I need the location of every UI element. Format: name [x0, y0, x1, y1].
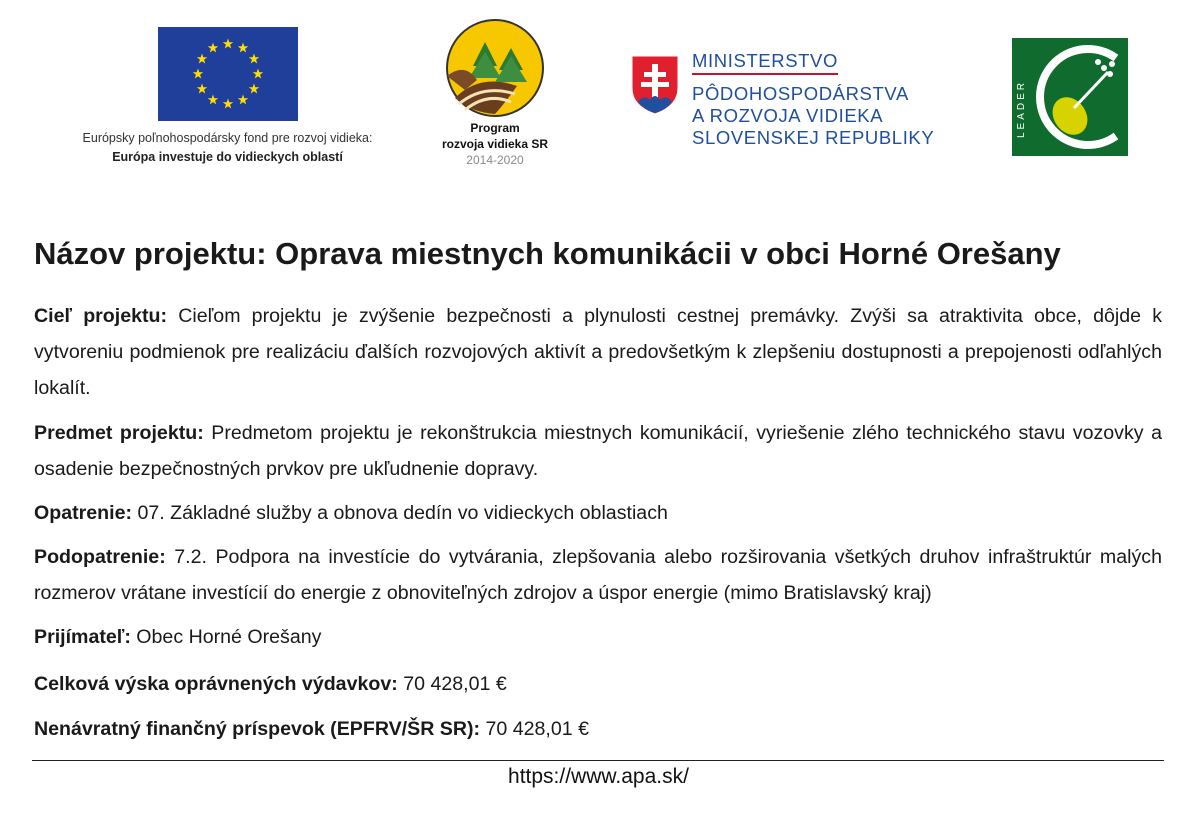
field-opatrenie-value: 07. Základné služby a obnova dedín vo vidieckych oblastiach [132, 502, 668, 524]
field-podopatrenie [34, 539, 1162, 611]
field-ciel [34, 298, 1162, 406]
field-nenavratny-label: Nenávratný finančný príspevok (EPFRV/ŠR SR): [34, 718, 481, 740]
project-title: Názov projektu: Oprava miestnych komunikácii v obci Horné Orešany [34, 236, 1061, 271]
ministry-logo [630, 50, 960, 160]
ministry-line4: SLOVENSKEJ REPUBLIKY [692, 127, 935, 148]
field-prijimatel-label: Prijímateľ: [34, 626, 131, 648]
svg-text:LEADER: LEADER [1016, 79, 1027, 138]
prv-subtitle: rozvoja vidieka SR [441, 137, 549, 151]
field-podopatrenie-label: Podopatrenie: [34, 546, 166, 568]
eu-star-icon [238, 43, 248, 53]
eu-star-icon [208, 43, 218, 53]
slovak-coat-of-arms-icon [630, 54, 680, 116]
prv-logo [425, 18, 575, 178]
eu-star-icon [253, 69, 263, 79]
eu-star-icon [197, 84, 207, 94]
eu-star-icon [223, 99, 233, 109]
prv-emblem-icon [425, 18, 565, 118]
ministry-line1: MINISTERSTVO [692, 50, 838, 75]
eu-star-icon [249, 54, 259, 64]
ministry-name [692, 50, 962, 149]
eu-star-icon [193, 69, 203, 79]
ministry-line3: A ROZVOJA VIDIEKA [692, 105, 884, 126]
footer-url[interactable]: https://www.apa.sk/ [508, 765, 689, 788]
field-prijimatel [34, 619, 1162, 655]
eu-caption-line1: Európsky poľnohospodársky fond pre rozvoj vidieka: [82, 131, 373, 145]
footer-divider [32, 760, 1164, 761]
field-ciel-value: Cieľom projektu je zvýšenie bezpečnosti a plynulosti cestnej premávky. Zvýši sa atraktivita obce, dôjde k vytvoreniu podmienok pre realizáciu ďalších rozvojových aktivít a predovšetkým k zlepšeniu dostupnosti a prepojenosti odľahlých lokalít. [34, 305, 1162, 399]
field-podopatrenie-value: 7.2. Podpora na investície do vytvárania, zlepšovania alebo rozširovania všetkých druhov infraštruktúr malých rozmerov vrátane investícií do energie z obnoviteľných zdrojov a úspor energie (mimo Bratislavský kraj) [34, 546, 1162, 604]
logo-bar [0, 0, 1197, 200]
eu-star-icon [249, 84, 259, 94]
field-opatrenie [34, 495, 1162, 531]
field-nenavratny-value: 70 428,01 € [480, 718, 590, 740]
field-prijimatel-value: Obec Horné Orešany [130, 626, 322, 648]
eu-star-icon [197, 54, 207, 64]
field-predmet [34, 415, 1162, 487]
eu-star-icon [223, 39, 233, 49]
field-predmet-label: Predmet projektu: [34, 422, 204, 444]
field-celkova-label: Celková výska oprávnených výdavkov: [34, 673, 398, 695]
eu-star-icon [238, 94, 248, 104]
prv-title: Program [470, 121, 520, 135]
field-predmet-value: Predmetom projektu je rekonštrukcia miestnych komunikácií, vyriešenie zlého technického stavu vozovky a osadenie bezpečnostných prvkov pre ukľudnenie dopravy. [34, 422, 1162, 480]
eu-caption-line2: Európa investuje do vidieckych oblastí [112, 150, 343, 164]
prv-years: 2014-2020 [466, 153, 524, 167]
eu-flag-icon [158, 27, 298, 121]
field-ciel-label: Cieľ projektu: [34, 305, 168, 327]
field-opatrenie-label: Opatrenie: [34, 502, 132, 524]
ministry-line2: PÔDOHOSPODÁRSTVA [692, 83, 909, 104]
field-celkova [34, 666, 1162, 702]
field-celkova-value: 70 428,01 € [397, 673, 507, 695]
eu-star-icon [208, 94, 218, 104]
field-nenavratny [34, 711, 1162, 747]
leader-logo [1012, 38, 1128, 156]
